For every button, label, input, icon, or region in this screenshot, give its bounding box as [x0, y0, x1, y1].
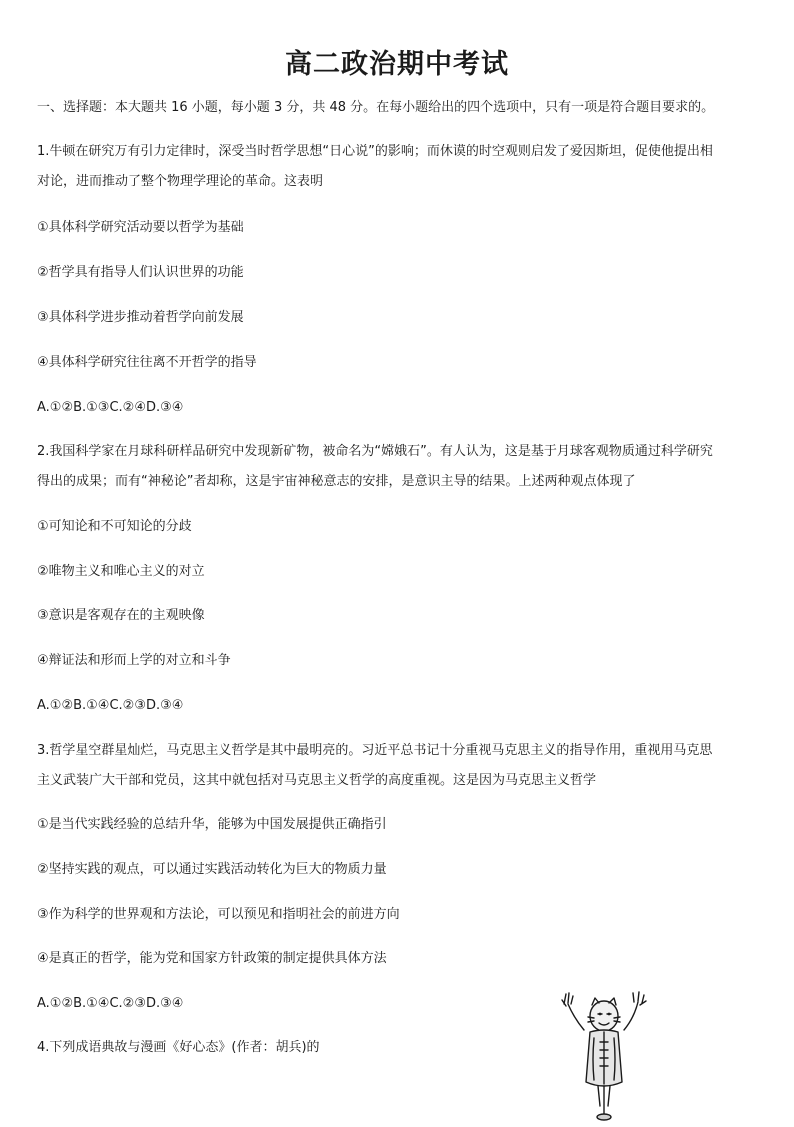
answer-choices: A.①②B.①④C.②③D.③④ [37, 996, 184, 1011]
question-stem-line: 3.哲学星空群星灿烂，马克思主义哲学是其中最明亮的。习近平总书记十分重视马克思主义的指导作用，重视用马克思 [37, 743, 713, 758]
option-line: ④是真正的哲学，能为党和国家方针政策的制定提供具体方法 [37, 951, 387, 966]
question-stem-line: 1.牛顿在研究万有引力定律时，深受当时哲学思想“日心说”的影响；而休谟的时空观则启发了爱因斯坦，促使他提出相 [37, 144, 713, 159]
option-line: ②哲学具有指导人们认识世界的功能 [37, 265, 244, 280]
question-stem-line: 2.我国科学家在月球科研样品研究中发现新矿物，被命名为“嫦娥石”。有人认为，这是基于月球客观物质通过科学研究 [37, 444, 713, 459]
question-stem-line: 主义武装广大干部和党员，这其中就包括对马克思主义哲学的高度重视。这是因为马克思主义哲学 [37, 773, 597, 788]
option-line: ④辩证法和形而上学的对立和斗争 [37, 653, 231, 668]
cartoon-figure-icon [554, 990, 654, 1123]
option-line: ①是当代实践经验的总结升华，能够为中国发展提供正确指引 [37, 817, 387, 832]
option-line: ③具体科学进步推动着哲学向前发展 [37, 310, 244, 325]
option-line: ④具体科学研究往往离不开哲学的指导 [37, 355, 257, 370]
question-stem-line: 得出的成果；而有“神秘论”者却称，这是宇宙神秘意志的安排，是意识主导的结果。上述两种观点体现了 [37, 474, 636, 489]
question-stem-line: 4.下列成语典故与漫画《好心态》(作者：胡兵)的 [37, 1040, 320, 1055]
option-line: ③作为科学的世界观和方法论，可以预见和指明社会的前进方向 [37, 907, 400, 922]
option-line: ①具体科学研究活动要以哲学为基础 [37, 220, 244, 235]
option-line: ③意识是客观存在的主观映像 [37, 608, 205, 623]
option-line: ②坚持实践的观点，可以通过实践活动转化为巨大的物质力量 [37, 862, 387, 877]
question-stem-line: 对论，进而推动了整个物理学理论的革命。这表明 [37, 174, 324, 189]
option-line: ①可知论和不可知论的分歧 [37, 519, 192, 534]
section-header: 一、选择题：本大题共 16 小题，每小题 3 分，共 48 分。在每小题给出的四个选项中，只有一项是符合题目要求的。 [37, 100, 715, 115]
answer-choices: A.①②B.①④C.②③D.③④ [37, 698, 184, 713]
answer-choices: A.①②B.①③C.②④D.③④ [37, 400, 184, 415]
option-line: ②唯物主义和唯心主义的对立 [37, 564, 205, 579]
page-title: 高二政治期中考试 [285, 49, 509, 80]
